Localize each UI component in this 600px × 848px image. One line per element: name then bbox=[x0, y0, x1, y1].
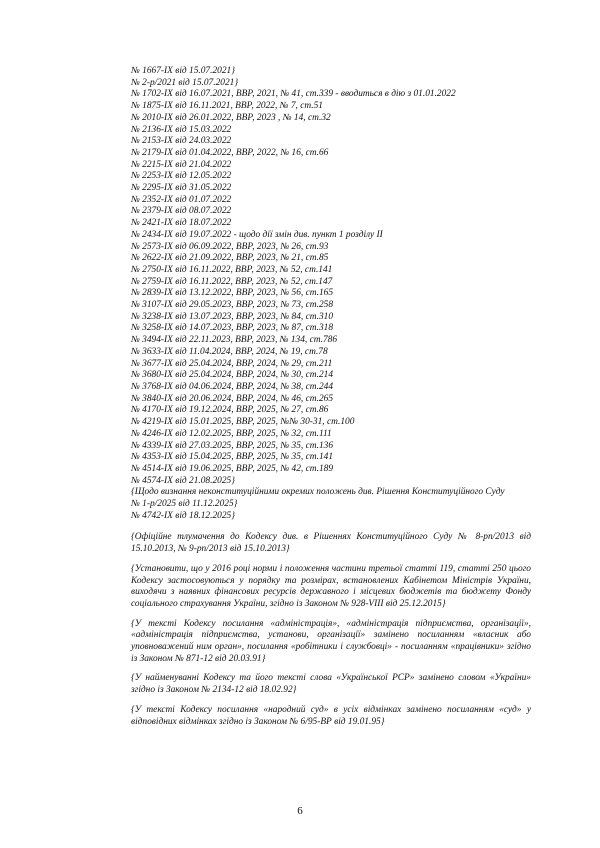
amendment-entry: № 1667-IX від 15.07.2021} bbox=[131, 66, 235, 76]
amendment-entry: № 2573-IX від 06.09.2022, ВВР, 2023, № 26, ст.93 bbox=[131, 241, 329, 252]
amendment-entry: № 2215-IX від 21.04.2022 bbox=[131, 159, 232, 170]
constitutional-note bbox=[131, 487, 531, 522]
constitutional-note-intro: {Щодо визнання неконституційними окремих положень див. Рішення Конституційного Суду bbox=[131, 487, 505, 498]
amendment-entry: № 3494-IX від 22.11.2023, ВВР, 2023, № 134, ст.786 bbox=[131, 335, 338, 346]
amendment-entry: № 3258-IX від 14.07.2023, ВВР, 2023, № 87, ст.318 bbox=[131, 323, 334, 334]
page-number: 6 bbox=[297, 805, 303, 817]
amendment-entry: № 2-р/2021 від 15.07.2021} bbox=[131, 77, 239, 88]
amendment-entry: № 2352-IX від 01.07.2022 bbox=[131, 194, 232, 205]
amendment-entry: № 3238-IX від 13.07.2023, ВВР, 2023, № 84, ст.310 bbox=[131, 311, 334, 322]
amendment-entry: № 1702-IX від 16.07.2021, ВВР, 2021, № 41, ст.339 - вводиться в дію з 01.01.2022 bbox=[131, 89, 456, 100]
amendment-entry: № 3107-IX від 29.05.2023, ВВР, 2023, № 73, ст.258 bbox=[131, 300, 334, 311]
code-title-replacement-note: {У найменуванні Кодексу та його тексті слова «Української РСР» замінено словом «України» згідно із Законом № 2134-12 від 18.02.92} bbox=[131, 673, 531, 696]
budget-application-note: {Установити, що у 2016 році норми і положення частини третьої статті 119, статті 250 цього Кодексу застосовуються у порядку та розмірах, встановлених Кабінетом Міністрів України, виходячи з наявних фінансових ресурсів державного і місцевих бюджетів та бюджету Фонду соціального страхування України, згідно із Законом № 928-VIII від 25.12.2015} bbox=[131, 563, 531, 609]
terminology-replacement-note: {У тексті Кодексу посилання «адміністрація», «адміністрація підприємства, організації», «адміністрація підприємства, установи, організації» замінено посиланням «власник або уповноважений ним орган», посилання «робітники і службовці» - посиланням «працівники» згідно із Законом № 871-12 від 20.03.91} bbox=[131, 618, 531, 664]
amendment-entry: № 2379-IX від 08.07.2022 bbox=[131, 206, 232, 217]
amendment-entry: № 4339-IX від 27.03.2025, ВВР, 2025, № 35, ст.136 bbox=[131, 440, 334, 451]
amendment-entry: № 2434-IX від 19.07.2022 - щодо дії змін див. пункт 1 розділу II bbox=[131, 229, 383, 240]
amendment-entry: № 4574-IX від 21.08.2025} bbox=[131, 475, 235, 486]
amendment-entry: № 3680-IX від 25.04.2024, ВВР, 2024, № 30, ст.214 bbox=[131, 370, 334, 381]
court-term-replacement-note: {У тексті Кодексу посилання «народний суд» в усіх відмінках замінено посиланням «суд» у відповідних відмінках згідно із Законом № 6/95-ВР від 19.01.95} bbox=[131, 704, 531, 727]
amendment-entry: № 2010-IX від 26.01.2022, ВВР, 2023 , № 14, ст.32 bbox=[131, 112, 331, 123]
amendment-entry: № 2253-IX від 12.05.2022 bbox=[131, 171, 232, 182]
constitutional-decision: № 4742-IX від 18.12.2025} bbox=[131, 510, 235, 521]
amendment-entry: № 4170-IX від 19.12.2024, ВВР, 2025, № 27, ст.86 bbox=[131, 405, 329, 416]
amendment-entry: № 4246-IX від 12.02.2025, ВВР, 2025, № 32, ст.111 bbox=[131, 428, 332, 439]
amendment-entry: № 3677-IX від 25.04.2024, ВВР, 2024, № 29, ст.211 bbox=[131, 358, 333, 369]
amendment-entry: № 4353-IX від 15.04.2025, ВВР, 2025, № 35, ст.141 bbox=[131, 452, 334, 463]
amendment-entry: № 2295-IX від 31.05.2022 bbox=[131, 183, 232, 194]
official-interpretation-note: {Офіційне тлумачення до Кодексу див. в Рішеннях Конституційного Суду № 8-рп/2013 від 15.10.2013, № 9-рп/2013 від 15.10.2013} bbox=[131, 532, 531, 555]
amendment-entry: № 2759-IX від 16.11.2022, ВВР, 2023, № 52, ст.147 bbox=[131, 276, 333, 287]
amendment-entry: № 4219-IX від 15.01.2025, ВВР, 2025, №№ 30-31, ст.100 bbox=[131, 417, 355, 428]
amendment-entry: № 3768-IX від 04.06.2024, ВВР, 2024, № 38, ст.244 bbox=[131, 381, 334, 392]
document-body bbox=[131, 66, 531, 728]
amendment-entry: № 2750-IX від 16.11.2022, ВВР, 2023, № 52, ст.141 bbox=[131, 264, 333, 275]
amendment-entry: № 2839-IX від 13.12.2022, ВВР, 2023, № 56, ст.165 bbox=[131, 288, 334, 299]
amendment-entry: № 2153-IX від 24.03.2022 bbox=[131, 136, 232, 147]
amendment-entry: № 2421-IX від 18.07.2022 bbox=[131, 218, 232, 229]
constitutional-decision: № 1-р/2025 від 11.12.2025} bbox=[131, 499, 238, 510]
amendment-entry: № 3633-IX від 11.04.2024, ВВР, 2024, № 19, ст.78 bbox=[131, 346, 328, 357]
amendment-entry: № 2179-IX від 01.04.2022, ВВР, 2022, № 16, ст.66 bbox=[131, 147, 329, 158]
amendment-entry: № 4514-IX від 19.06.2025, ВВР, 2025, № 42, ст.189 bbox=[131, 463, 334, 474]
amendment-entry: № 2136-IX від 15.03.2022 bbox=[131, 124, 232, 135]
amendment-entry: № 2622-IX від 21.09.2022, ВВР, 2023, № 21, ст.85 bbox=[131, 253, 329, 264]
amendments-list bbox=[131, 66, 531, 487]
amendment-entry: № 3840-IX від 20.06.2024, ВВР, 2024, № 46, ст.265 bbox=[131, 393, 334, 404]
amendment-entry: № 1875-IX від 16.11.2021, ВВР, 2022, № 7, ст.51 bbox=[131, 101, 323, 112]
